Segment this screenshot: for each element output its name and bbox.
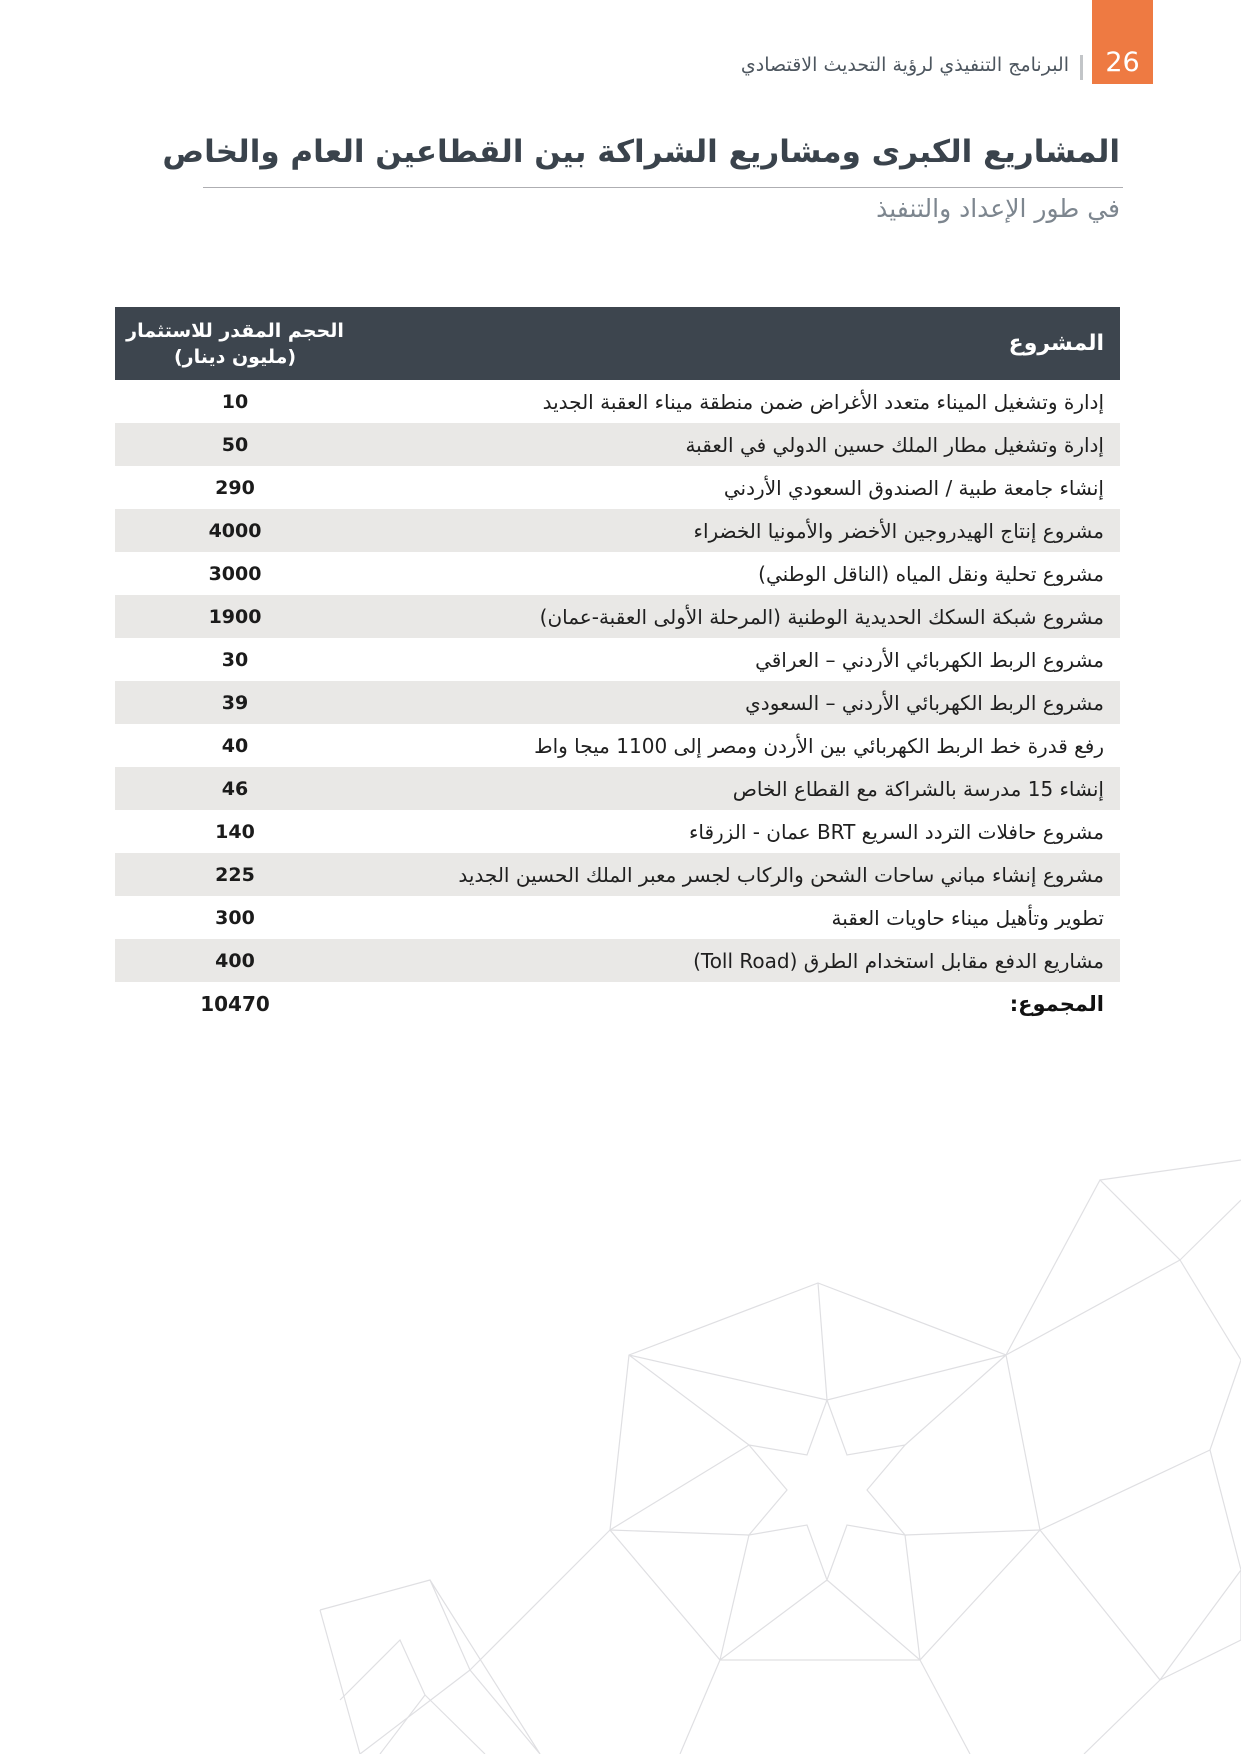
investment-header-line2: (مليون دينار) bbox=[173, 345, 297, 368]
table-row bbox=[115, 423, 1120, 466]
table-row bbox=[115, 896, 1120, 939]
table-body bbox=[115, 380, 1120, 1025]
project-cell: مشروع الربط الكهربائي الأردني – السعودي bbox=[745, 690, 1104, 715]
investment-column-header bbox=[115, 307, 355, 380]
project-cell: إدارة وتشغيل الميناء متعدد الأغراض ضمن منطقة ميناء العقبة الجديد bbox=[542, 389, 1104, 414]
investment-header-line1: الحجم المقدر للاستثمار bbox=[126, 319, 344, 342]
page-title: المشاريع الكبرى ومشاريع الشراكة بين القطاعين العام والخاص bbox=[162, 134, 1120, 170]
value-cell: 30 bbox=[221, 648, 249, 671]
project-cell: مشروع الربط الكهربائي الأردني – العراقي bbox=[755, 647, 1104, 672]
project-column-header: المشروع bbox=[1008, 331, 1104, 356]
table-row bbox=[115, 810, 1120, 853]
table-header-row bbox=[115, 307, 1120, 380]
total-row bbox=[115, 982, 1120, 1025]
table-row bbox=[115, 638, 1120, 681]
running-header: البرنامج التنفيذي لرؤية التحديث الاقتصادي bbox=[740, 54, 1069, 76]
total-label: المجموع: bbox=[1009, 991, 1104, 1016]
table-row bbox=[115, 853, 1120, 896]
value-cell: 1900 bbox=[208, 605, 262, 628]
project-cell: مشروع إنتاج الهيدروجين الأخضر والأمونيا الخضراء bbox=[693, 518, 1104, 543]
total-value: 10470 bbox=[200, 991, 270, 1016]
project-cell: رفع قدرة خط الربط الكهربائي بين الأردن ومصر إلى 1100 ميجا واط bbox=[534, 733, 1104, 758]
table-row bbox=[115, 681, 1120, 724]
value-cell: 290 bbox=[215, 476, 255, 499]
table-row bbox=[115, 509, 1120, 552]
projects-table bbox=[115, 307, 1120, 1025]
project-cell: إدارة وتشغيل مطار الملك حسين الدولي في العقبة bbox=[685, 432, 1104, 457]
table-row bbox=[115, 466, 1120, 509]
value-cell: 50 bbox=[221, 433, 249, 456]
header-separator bbox=[1080, 55, 1083, 80]
title-divider bbox=[203, 187, 1123, 188]
value-cell: 225 bbox=[215, 863, 255, 886]
value-cell: 10 bbox=[221, 390, 249, 413]
table-row bbox=[115, 767, 1120, 810]
value-cell: 140 bbox=[215, 820, 255, 843]
page-number-tab bbox=[1092, 0, 1153, 84]
project-cell: إنشاء جامعة طبية / الصندوق السعودي الأردني bbox=[723, 475, 1104, 500]
project-cell: مشروع شبكة السكك الحديدية الوطنية (المرحلة الأولى العقبة-عمان) bbox=[539, 604, 1104, 629]
project-cell: مشروع تحلية ونقل المياه (الناقل الوطني) bbox=[758, 561, 1104, 586]
table-row bbox=[115, 552, 1120, 595]
value-cell: 3000 bbox=[208, 562, 262, 585]
table-row bbox=[115, 380, 1120, 423]
decorative-pattern bbox=[280, 1140, 1241, 1754]
project-cell: مشروع حافلات التردد السريع BRT عمان - الزرقاء bbox=[688, 819, 1104, 844]
table-row bbox=[115, 939, 1120, 982]
value-cell: 4000 bbox=[208, 519, 262, 542]
value-cell: 400 bbox=[215, 949, 255, 972]
value-cell: 39 bbox=[221, 691, 249, 714]
page-subtitle: في طور الإعداد والتنفيذ bbox=[876, 194, 1120, 223]
project-cell: مشاريع الدفع مقابل استخدام الطرق (Toll Road) bbox=[693, 948, 1104, 973]
project-cell: مشروع إنشاء مباني ساحات الشحن والركاب لجسر معبر الملك الحسين الجديد bbox=[458, 862, 1104, 887]
project-cell: إنشاء 15 مدرسة بالشراكة مع القطاع الخاص bbox=[732, 776, 1104, 801]
page-number: 26 bbox=[1105, 47, 1140, 78]
table-row bbox=[115, 724, 1120, 767]
value-cell: 300 bbox=[215, 906, 255, 929]
value-cell: 46 bbox=[221, 777, 249, 800]
project-cell: تطوير وتأهيل ميناء حاويات العقبة bbox=[831, 905, 1104, 930]
value-cell: 40 bbox=[221, 734, 249, 757]
table-row bbox=[115, 595, 1120, 638]
